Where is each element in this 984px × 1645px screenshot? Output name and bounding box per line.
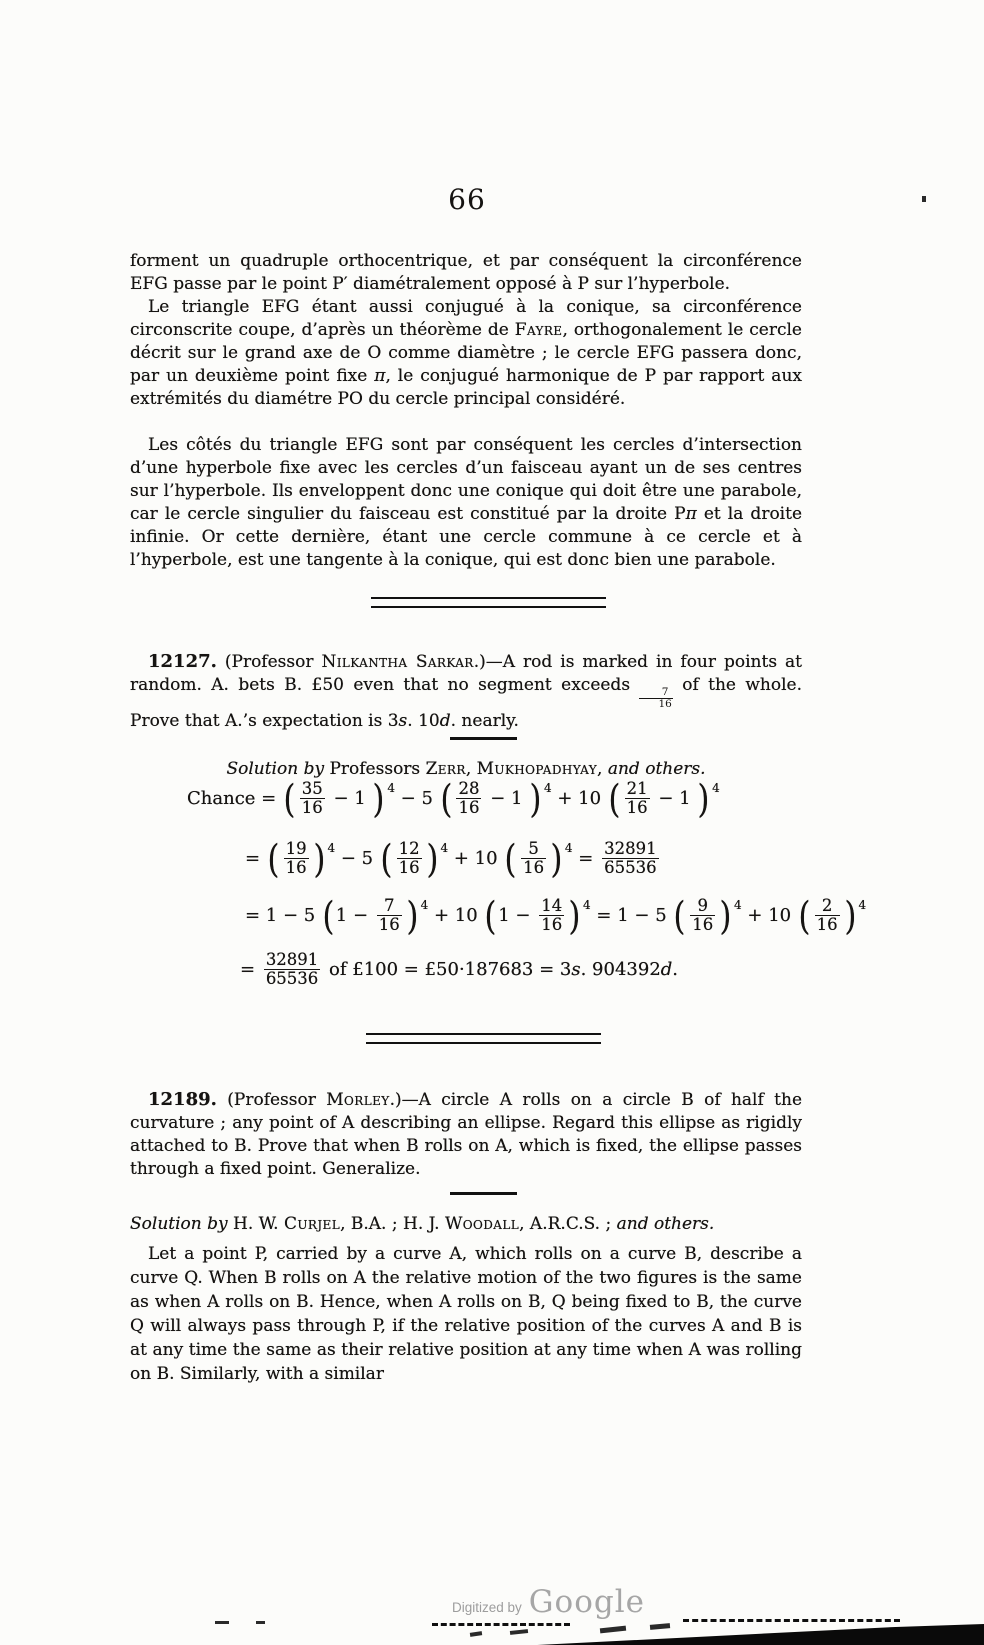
scan-speck xyxy=(470,1631,482,1637)
scan-dash-artifact xyxy=(432,1623,570,1626)
double-rule-divider xyxy=(371,597,606,608)
solution-12127-heading: Solution by Professors Zerr, Mukhopadhyay, and others. xyxy=(226,759,706,779)
problem-12189-statement: 12189. (Professor Morley.)—A circle A rolls on a circle B of half the curvature ; any point of A describing an ellipse. Regard this ellipse as rigidly attached to B. Prove that when B rolls on A, which is fixed, the ellipse passes through a fixed point. Generalize. xyxy=(130,1089,802,1179)
scan-speck xyxy=(650,1623,670,1630)
french-paragraph-1: forment un quadruple orthocentrique, et par conséquent la circonférence EFG passe par le point P′ diamétralement opposé à P sur l’hyperbole. xyxy=(130,251,802,294)
scan-speck xyxy=(922,196,926,202)
double-rule-divider xyxy=(366,1033,601,1044)
short-rule-divider xyxy=(450,1192,517,1195)
short-rule-divider xyxy=(450,737,517,740)
equation-line-2: = ( $\frac{19}{16}$ ) 4 − 5 ( $\frac{12}{16}$ ) 4 + 10 ( $\frac{5}{16}$ ) 4 = $\frac{32891}{65536}$ xyxy=(245,836,657,881)
scan-speck xyxy=(256,1621,265,1624)
digitized-by-watermark xyxy=(452,1584,645,1620)
google-logo: Google xyxy=(528,1584,645,1620)
scan-speck xyxy=(510,1629,528,1635)
equation-line-4: = $\frac{32891}{65536}$ of £100 = £50·187683 = 3 s . 904392 d . xyxy=(240,950,679,989)
scan-dash-artifact xyxy=(683,1619,900,1622)
scan-speck xyxy=(600,1626,626,1634)
french-paragraph-2: Le triangle EFG étant aussi conjugué à la conique, sa circonférence circonscrite coupe, d’après un théorème de Fayre, orthogonalement le cercle décrit sur le grand axe de O comme diamètre ; le cercle EFG passera donc, par un deuxième point fixe π, le conjugué harmonique de P par rapport aux extrémités du diamétre PO du cercle principal considéré. xyxy=(130,297,802,409)
problem-12127-statement: 12127. (Professor Nilkantha Sarkar.)—A rod is marked in four points at random. A. bets B. £50 even that no segment exceeds $\frac{7}{16}$ of the whole. Prove that A.’s expectation is 3s. 10d. nearly. xyxy=(130,651,803,732)
scan-speck xyxy=(215,1621,229,1624)
page-number: 66 xyxy=(448,183,486,216)
equation-line-3: = 1 − 5 ( 1 − $\frac{7}{16}$ ) 4 + 10 ( 1 − $\frac{14}{16}$ ) 4 = 1 − 5 ( $\frac{9}{16}$ ) 4 + 10 ( $\frac{2}{16}$ ) 4 xyxy=(245,893,867,938)
digitized-by-label: Digitized by xyxy=(452,1600,522,1615)
solution-12189-heading: Solution by H. W. Curjel, B.A. ; H. J. Woodall, A.R.C.S. ; and others. xyxy=(130,1214,715,1234)
french-paragraph-3: Les côtés du triangle EFG sont par conséquent les cercles d’intersection d’une hyperbole fixe avec les cercles d’un faisceau ayant un de ses centres sur l’hyperbole. Ils enveloppent donc une conique qui doit être une parabole, car le cercle singulier du faisceau est constitué par la droite Pπ et la droite infinie. Or cette dernière, étant une cercle commune à ce cercle et à l’hyperbole, est une tangente à la conique, qui est donc bien une parabole. xyxy=(130,435,803,570)
solution-12189-paragraph: Let a point P, carried by a curve A, which rolls on a curve B, describe a curve Q. When B rolls on A the relative motion of the two figures is the same as when A rolls on B. Hence, when A rolls on B, Q being fixed to B, the curve Q will always pass through P, if the relative position of the curves A and B is at any time the same as their relative position at any time when A was rolling on B. Similarly, with a similar xyxy=(130,1244,802,1384)
equation-line-1: Chance = ( $\frac{35}{16}$ − 1 ) 4 − 5 ( $\frac{28}{16}$ − 1 ) 4 + 10 ( $\frac{21}{16}$ − 1 ) 4 xyxy=(187,776,720,821)
